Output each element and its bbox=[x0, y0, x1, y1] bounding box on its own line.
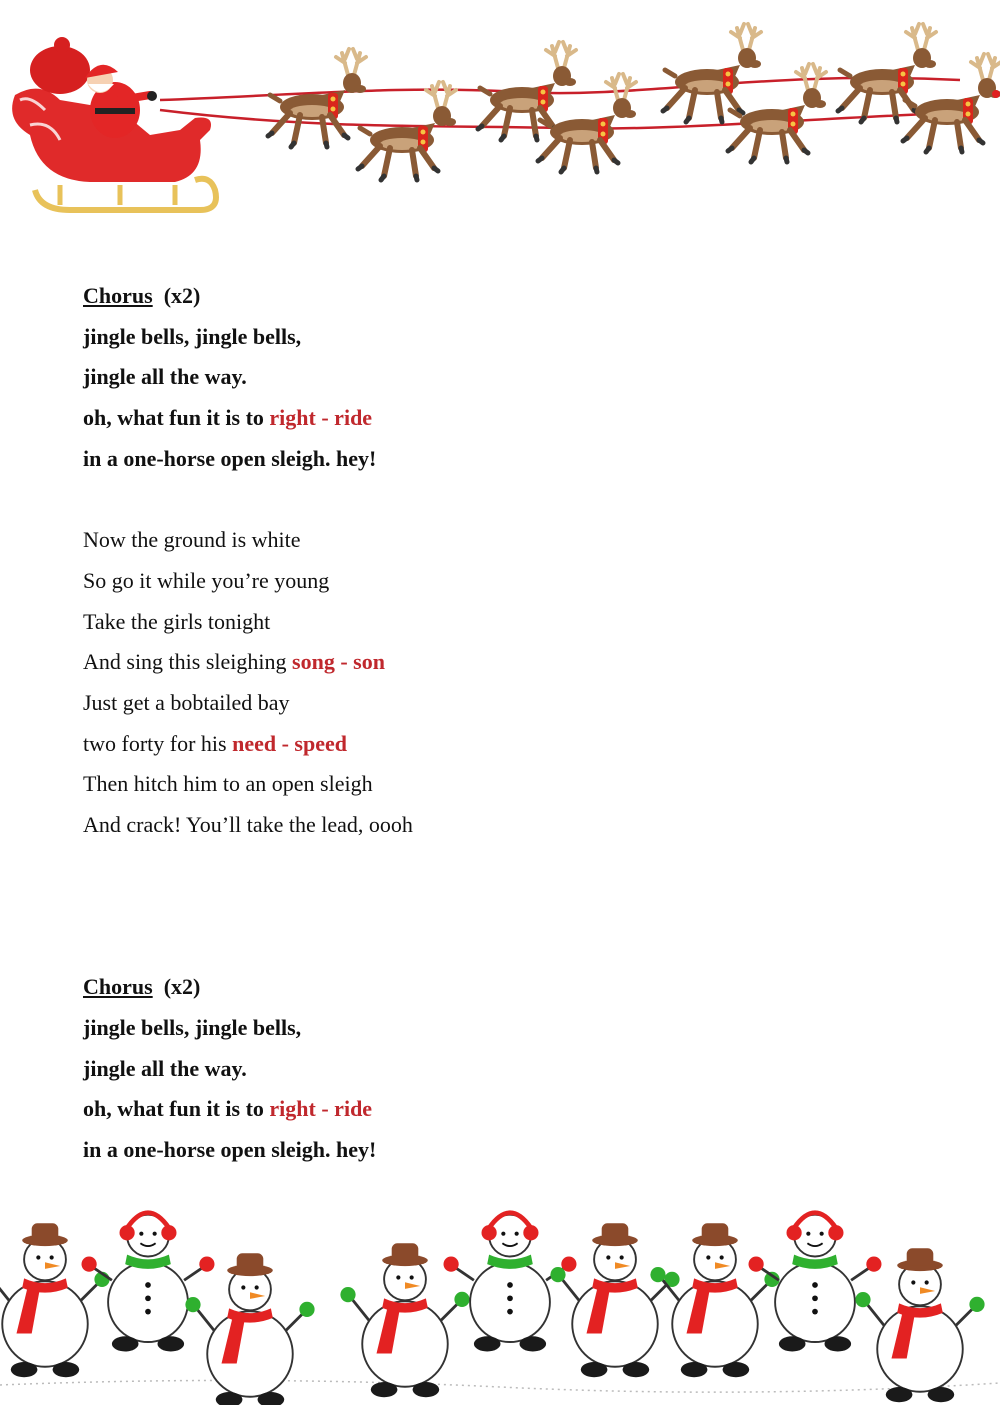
dancing-snowmen-icon bbox=[0, 1205, 1000, 1405]
chorus-heading-label: Chorus bbox=[83, 283, 153, 308]
word-choice[interactable]: right - ride bbox=[269, 405, 373, 431]
lyric-line: jingle bells, jingle bells, bbox=[83, 323, 302, 349]
lyric-line: jingle bells, jingle bells, bbox=[83, 1015, 302, 1040]
lyric-line: oh, what fun it is to right - ride bbox=[83, 405, 373, 431]
chorus-repeat: (x2) bbox=[163, 974, 201, 1000]
lyric-line: two forty for his need - speed bbox=[83, 730, 347, 756]
lyric-line: Just get a bobtailed bay bbox=[83, 689, 290, 715]
lyric-line: oh, what fun it is to right - ride bbox=[83, 1096, 373, 1122]
word-choice[interactable]: need - speed bbox=[232, 730, 347, 756]
chorus-heading bbox=[83, 967, 943, 1008]
lyric-line: in a one-horse open sleigh. hey! bbox=[83, 445, 377, 471]
lyric-line: Then hitch him to an open sleigh bbox=[83, 771, 373, 797]
lyric-line: in a one-horse open sleigh. hey! bbox=[83, 1137, 377, 1163]
lyric-line: jingle all the way. bbox=[83, 364, 247, 390]
chorus-heading-label: Chorus bbox=[83, 974, 153, 1000]
stanza-gap bbox=[83, 846, 943, 927]
chorus-repeat: (x2) bbox=[163, 283, 201, 308]
lyric-line: And crack! You’ll take the lead, oooh bbox=[83, 811, 413, 837]
stanza-gap bbox=[83, 479, 943, 520]
word-choice[interactable]: right - ride bbox=[269, 1096, 373, 1122]
lyrics-body bbox=[83, 276, 943, 1171]
stanza-gap bbox=[83, 927, 943, 968]
lyric-line: And sing this sleighing song - son bbox=[83, 649, 385, 675]
lyric-line: jingle all the way. bbox=[83, 1055, 247, 1081]
chorus-heading bbox=[83, 276, 943, 317]
word-choice[interactable]: song - son bbox=[292, 649, 385, 675]
santa-sleigh-reindeer-icon bbox=[0, 0, 1000, 225]
lyric-line: Now the ground is white bbox=[83, 527, 301, 553]
lyric-line: Take the girls tonight bbox=[83, 608, 271, 634]
lyric-line: So go it while you’re young bbox=[83, 567, 330, 593]
